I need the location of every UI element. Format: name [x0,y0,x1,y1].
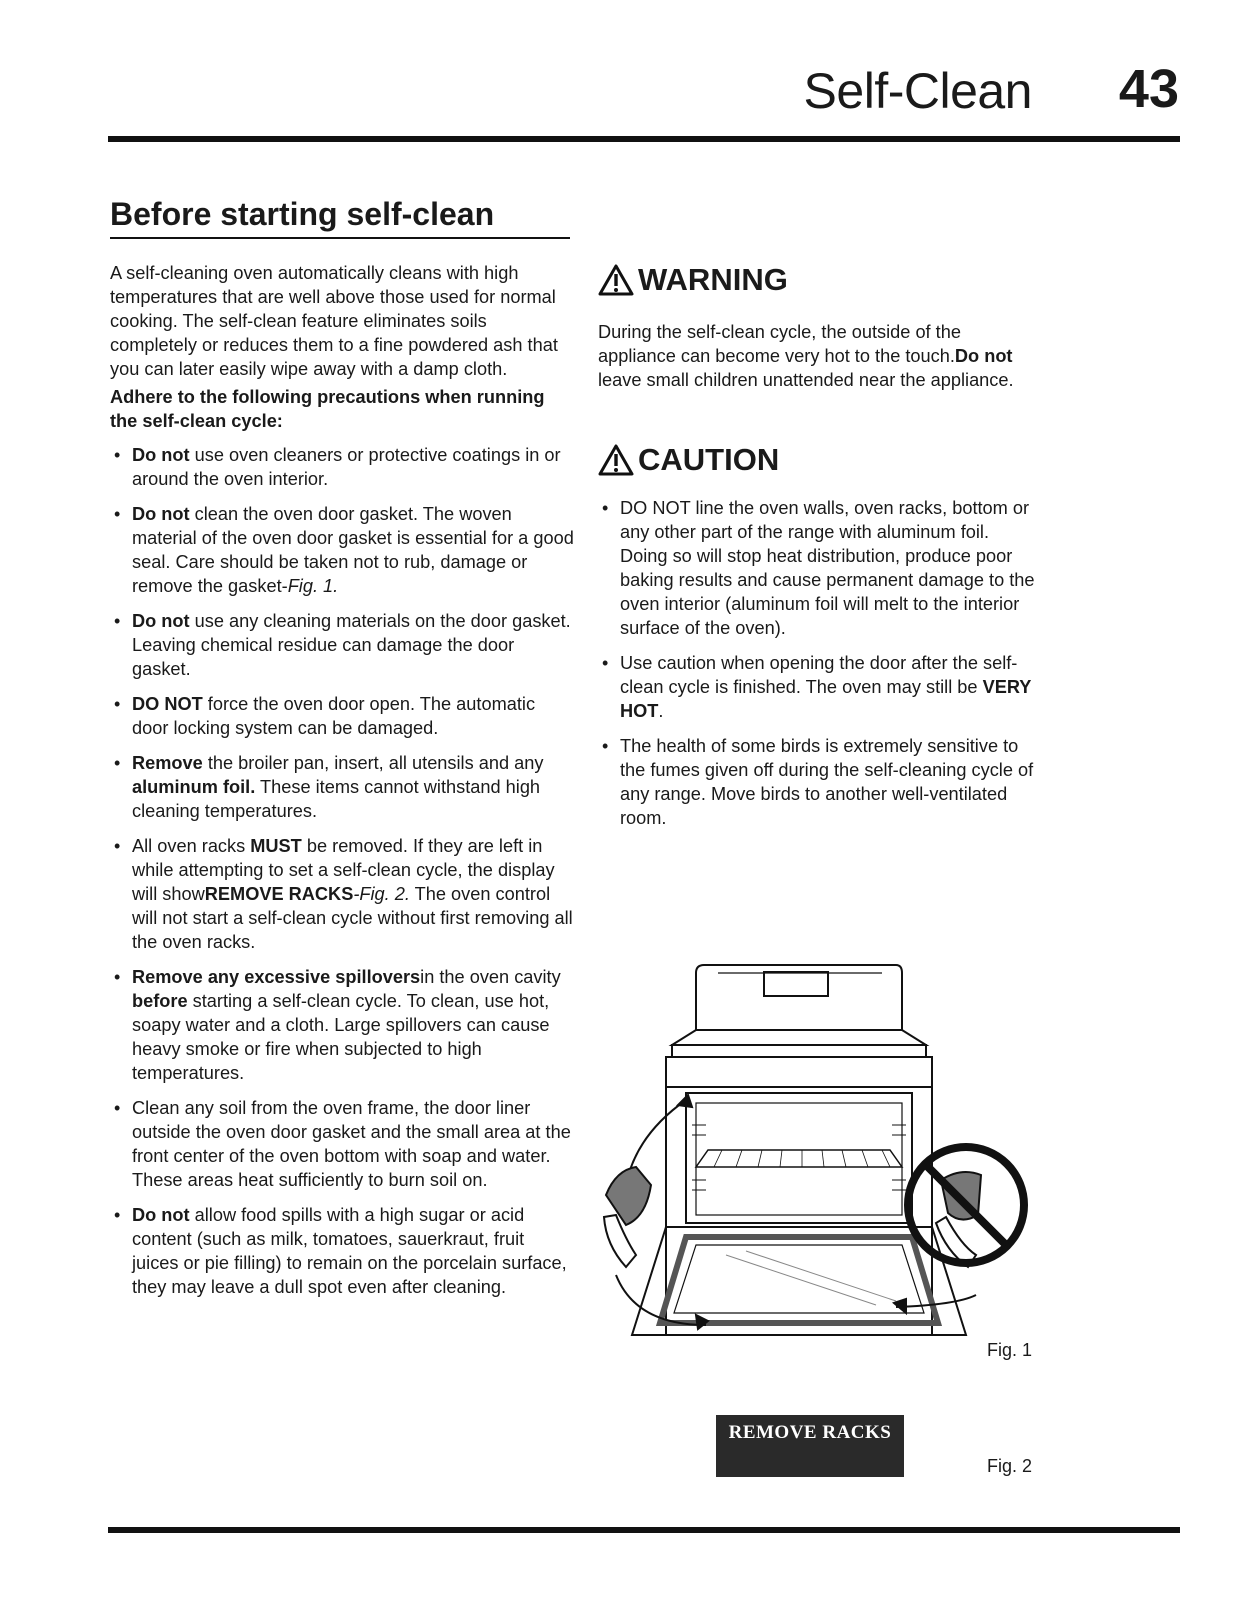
caution-label: CAUTION [638,442,780,477]
list-item: • Use caution when opening the door after the self-clean cycle is finished. The oven may still be VERY HOT. [598,651,1038,723]
caution-triangle-icon [598,444,634,476]
caution-heading [598,442,1038,478]
section-title: Before starting self-clean [110,196,570,239]
bottom-rule [108,1527,1180,1533]
list-item: • Remove any excessive spilloversin the oven cavity before starting a self-clean cycle. To clean, use hot, soapy water and a cloth. Large spillovers can cause heavy smoke or fire when subjected to high temperatures. [110,965,575,1085]
fig1-caption: Fig. 1 [987,1340,1033,1360]
list-item: • Do not use any cleaning materials on the door gasket. Leaving chemical residue can damage the door gasket. [110,609,575,681]
list-item: • All oven racks MUST be removed. If they are left in while attempting to set a self-clean cycle, the display will showREMOVE RACKS-Fig. 2. The oven control will not start a self-clean cycle without first removing all the oven racks. [110,834,575,954]
top-rule [108,136,1180,142]
list-item: • Do not use oven cleaners or protective coatings in or around the oven interior. [110,443,575,491]
remove-racks-display [716,1415,904,1477]
page-title: Self-Clean [803,63,1032,119]
warning-block [598,262,1038,392]
fig2-caption: Fig. 2 [987,1456,1033,1476]
caution-list [598,496,1038,830]
warning-triangle-icon [598,264,634,296]
left-column [110,196,575,1310]
warning-text: During the self-clean cycle, the outside of the appliance can become very hot to the touch.Do not leave small children unattended near the appliance. [598,322,1014,390]
list-item: • Remove the broiler pan, insert, all utensils and any aluminum foil. These items cannot withstand high cleaning temperatures. [110,751,575,823]
page-number: 43 [1118,59,1179,119]
caution-block [598,442,1038,830]
list-item: • Clean any soil from the oven frame, the door liner outside the oven door gasket and the small area at the front center of the oven bottom with soap and water. These areas heat sufficiently to burn soil on. [110,1096,575,1192]
intro-paragraph: A self-cleaning oven automatically cleans with high temperatures that are well above those used for normal cooking. The self-clean feature eliminates soils completely or reduces them to a fine powdered ash that you can later easily wipe away with a damp cloth. [110,263,558,379]
list-item: • Do not allow food spills with a high sugar or acid content (such as milk, tomatoes, sauerkraut, fruit juices or pie filling) to remain on the porcelain surface, they may leave a dull spot even after cleaning. [110,1203,575,1299]
right-column [598,262,1038,841]
warning-label: WARNING [638,262,788,297]
oven-drawing [596,955,1036,1360]
list-item: • The health of some birds is extremely sensitive to the fumes given off during the self-cleaning cycle of any range. Move birds to another well-ventilated room. [598,734,1038,830]
warning-heading [598,262,1038,298]
oven-gasket-illustration [596,955,1036,1360]
display-text: REMOVE RACKS [728,1422,892,1443]
list-item: • DO NOT force the oven door open. The automatic door locking system can be damaged. [110,692,575,740]
precautions-list [110,443,575,1299]
list-item: • DO NOT line the oven walls, oven racks, bottom or any other part of the range with aluminum foil. Doing so will stop heat distribution, produce poor baking results and cause permanent damage to the oven interior (aluminum foil will melt to the interior surface of the oven). [598,496,1038,640]
list-item: • Do not clean the oven door gasket. The woven material of the oven door gasket is essential for a good seal. Care should be taken not to rub, damage or remove the gasket-Fig. 1. [110,502,575,598]
precautions-lead: Adhere to the following precautions when running the self-clean cycle: [110,387,545,431]
